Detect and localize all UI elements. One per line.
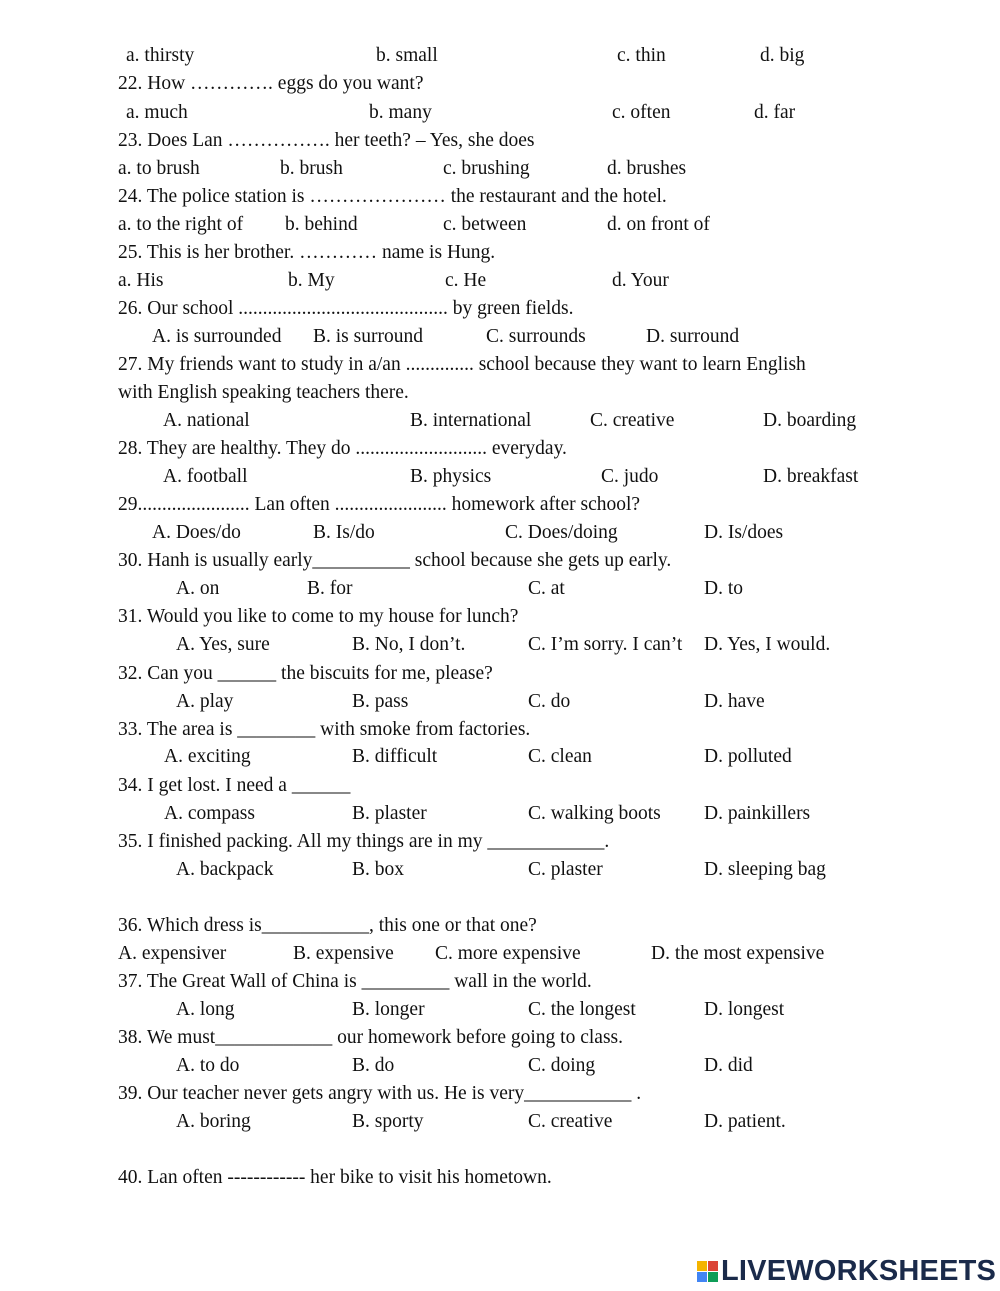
- q22-option-c: c. often: [612, 102, 671, 123]
- q30-option-c: C. at: [528, 578, 565, 599]
- q30-option-d: D. to: [704, 578, 743, 599]
- q35-option-b: B. box: [352, 859, 405, 880]
- q37-option-c: C. the longest: [528, 999, 636, 1020]
- question-30: 30. Hanh is usually early__________ school because she gets up early.: [118, 550, 672, 571]
- q27-option-d: D. boarding: [763, 410, 857, 431]
- q33-option-c: C. clean: [528, 746, 592, 767]
- logo-square-2: [708, 1261, 718, 1271]
- q34-option-a: A. compass: [164, 803, 255, 824]
- q34-option-b: B. plaster: [352, 803, 427, 824]
- q39-option-a: A. boring: [176, 1111, 251, 1132]
- q29-option-a: A. Does/do: [152, 522, 241, 543]
- question-39: 39. Our teacher never gets angry with us. He is very___________ .: [118, 1083, 642, 1104]
- q34-option-d: D. painkillers: [704, 803, 811, 824]
- q21-option-a: a. thirsty: [126, 45, 195, 66]
- q35-option-d: D. sleeping bag: [704, 859, 826, 880]
- q25-option-d: d. Your: [612, 270, 669, 291]
- q24-option-b: b. behind: [285, 214, 358, 235]
- question-27-continued: with English speaking teachers there.: [118, 382, 409, 403]
- q23-option-d: d. brushes: [607, 158, 687, 179]
- q28-option-b: B. physics: [410, 466, 492, 487]
- q23-option-b: b. brush: [280, 158, 343, 179]
- question-29: 29....................... Lan often ....................... homework after school?: [118, 494, 641, 515]
- q30-option-a: A. on: [176, 578, 220, 599]
- q37-option-b: B. longer: [352, 999, 425, 1020]
- q21-option-c: c. thin: [617, 45, 666, 66]
- q21-option-d: d. big: [760, 45, 805, 66]
- logo-grid-icon: [697, 1261, 718, 1282]
- q25-option-c: c. He: [445, 270, 487, 291]
- q36-option-d: D. the most expensive: [651, 943, 825, 964]
- q22-option-d: d. far: [754, 102, 796, 123]
- liveworksheets-logo: [697, 1256, 996, 1286]
- q39-option-d: D. patient.: [704, 1111, 786, 1132]
- q25-option-a: a. His: [118, 270, 164, 291]
- q37-option-a: A. long: [176, 999, 235, 1020]
- q23-option-c: c. brushing: [443, 158, 530, 179]
- q26-option-a: A. is surrounded: [152, 326, 282, 347]
- q32-option-b: B. pass: [352, 691, 409, 712]
- q32-option-c: C. do: [528, 691, 571, 712]
- question-32: 32. Can you ______ the biscuits for me, please?: [118, 663, 493, 684]
- question-38: 38. We must____________ our homework before going to class.: [118, 1027, 624, 1048]
- q27-option-c: C. creative: [590, 410, 675, 431]
- q36-option-b: B. expensive: [293, 943, 394, 964]
- q32-option-a: A. play: [176, 691, 234, 712]
- q38-option-a: A. to do: [176, 1055, 240, 1076]
- q38-option-c: C. doing: [528, 1055, 596, 1076]
- q37-option-d: D. longest: [704, 999, 785, 1020]
- q39-option-c: C. creative: [528, 1111, 613, 1132]
- q26-option-d: D. surround: [646, 326, 740, 347]
- q32-option-d: D. have: [704, 691, 765, 712]
- question-36: 36. Which dress is___________, this one or that one?: [118, 915, 537, 936]
- q38-option-b: B. do: [352, 1055, 395, 1076]
- q33-option-a: A. exciting: [164, 746, 251, 767]
- q28-option-d: D. breakfast: [763, 466, 859, 487]
- q38-option-d: D. did: [704, 1055, 753, 1076]
- q31-option-d: D. Yes, I would.: [704, 634, 831, 655]
- q24-option-c: c. between: [443, 214, 527, 235]
- q25-option-b: b. My: [288, 270, 335, 291]
- q22-option-a: a. much: [126, 102, 188, 123]
- question-40: 40. Lan often ------------ her bike to visit his hometown.: [118, 1167, 552, 1188]
- q29-option-d: D. Is/does: [704, 522, 784, 543]
- question-28: 28. They are healthy. They do ........................... everyday.: [118, 438, 567, 459]
- question-27: 27. My friends want to study in a/an .............. school because they want to learn English: [118, 354, 806, 375]
- question-35: 35. I finished packing. All my things are in my ____________.: [118, 831, 610, 852]
- logo-text: LIVEWORKSHEETS: [721, 1255, 997, 1287]
- q26-option-c: C. surrounds: [486, 326, 586, 347]
- q26-option-b: B. is surround: [313, 326, 423, 347]
- question-34: 34. I get lost. I need a ______: [118, 775, 351, 796]
- question-25: 25. This is her brother. ………… name is Hung.: [118, 242, 496, 263]
- question-23: 23. Does Lan ……………. her teeth? – Yes, she does: [118, 130, 535, 151]
- q31-option-c: C. I’m sorry. I can’t: [528, 634, 683, 655]
- q27-option-a: A. national: [163, 410, 250, 431]
- q28-option-c: C. judo: [601, 466, 659, 487]
- q33-option-b: B. difficult: [352, 746, 438, 767]
- q29-option-c: C. Does/doing: [505, 522, 618, 543]
- q36-option-a: A. expensiver: [118, 943, 227, 964]
- question-33: 33. The area is ________ with smoke from factories.: [118, 719, 531, 740]
- q31-option-b: B. No, I don’t.: [352, 634, 466, 655]
- q36-option-c: C. more expensive: [435, 943, 581, 964]
- q24-option-a: a. to the right of: [118, 214, 244, 235]
- q27-option-b: B. international: [410, 410, 532, 431]
- q33-option-d: D. polluted: [704, 746, 792, 767]
- q29-option-b: B. Is/do: [313, 522, 375, 543]
- q21-option-b: b. small: [376, 45, 438, 66]
- logo-square-4: [708, 1272, 718, 1282]
- q35-option-c: C. plaster: [528, 859, 603, 880]
- q34-option-c: C. walking boots: [528, 803, 661, 824]
- question-31: 31. Would you like to come to my house for lunch?: [118, 606, 519, 627]
- q35-option-a: A. backpack: [176, 859, 274, 880]
- logo-square-3: [697, 1272, 707, 1282]
- q31-option-a: A. Yes, sure: [176, 634, 270, 655]
- q24-option-d: d. on front of: [607, 214, 710, 235]
- logo-square-1: [697, 1261, 707, 1271]
- q28-option-a: A. football: [163, 466, 248, 487]
- q30-option-b: B. for: [307, 578, 353, 599]
- question-37: 37. The Great Wall of China is _________ wall in the world.: [118, 971, 592, 992]
- q22-option-b: b. many: [369, 102, 432, 123]
- question-24: 24. The police station is ………………… the restaurant and the hotel.: [118, 186, 667, 207]
- question-22: 22. How …………. eggs do you want?: [118, 73, 424, 94]
- q23-option-a: a. to brush: [118, 158, 200, 179]
- q39-option-b: B. sporty: [352, 1111, 424, 1132]
- question-26: 26. Our school ........................................... by green fields.: [118, 298, 574, 319]
